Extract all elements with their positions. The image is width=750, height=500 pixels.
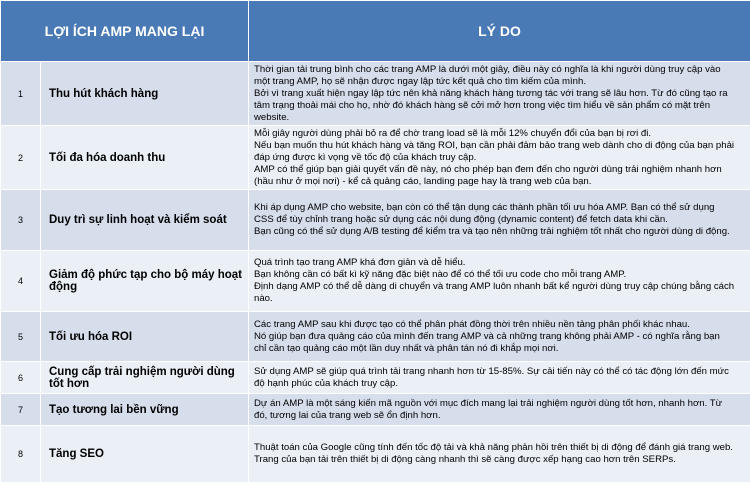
row-number: 3: [1, 190, 41, 251]
benefit-cell: Thu hút khách hàng: [41, 62, 249, 126]
row-number: 5: [1, 312, 41, 362]
benefit-cell: Cung cấp trải nghiệm người dùng tốt hơn: [41, 362, 249, 394]
row-number: 1: [1, 62, 41, 126]
table-row: [1, 362, 750, 394]
table-row: [1, 394, 750, 426]
reason-line: Mỗi giây người dùng phải bỏ ra để chờ trang load sẽ là mỗi 12% chuyển đổi của bạn bị rơi đi.: [254, 127, 652, 139]
reason-line: Định dạng AMP có thể dễ dàng di chuyển và trang AMP luôn nhanh bất kể người dùng truy cập chúng bằng cách: [254, 281, 735, 292]
reason-line: Bạn không cần có bất kì kỹ năng đặc biệt nào để có thể tối ưu code cho mỗi trang AMP.: [254, 269, 627, 280]
reason-line: Nếu bạn muốn thu hút khách hàng và tăng ROI, bạn cần phải đảm bảo trang web dành cho di động của bạn phải: [254, 139, 735, 151]
table-row: [1, 312, 750, 362]
row-number: 4: [1, 251, 41, 312]
reason-cell: [249, 62, 750, 126]
benefit-cell: Duy trì sự linh hoạt và kiểm soát: [41, 190, 249, 251]
reason-line: Nó giúp bạn đưa quảng cáo của mình đến trang AMP và cả những trang không phải AMP - có nghĩa rằng bạn: [254, 330, 720, 342]
benefit-cell: Tối ưu hóa ROI: [41, 312, 249, 362]
reason-line: chỉ cần tạo quảng cáo một lần duy nhất và phân tán nó đi khắp mọi nơi.: [254, 342, 559, 354]
reason-line: đó, tương lai của trang web sẽ ổn định hơn.: [254, 409, 441, 421]
table-row: [1, 62, 750, 126]
reason-line: độ hạnh phúc của khách truy cập.: [254, 377, 399, 389]
reason-line: Bởi vì trang xuất hiện ngay lập tức nên khả năng khách hàng tương tác với trang sẽ lâu hơn. Từ đó cũng tạo ra: [254, 87, 728, 99]
benefit-cell: Tạo tương lai bền vững: [41, 394, 249, 426]
benefit-cell: Tăng SEO: [41, 426, 249, 483]
reason-line: Thuật toán của Google cũng tính đến tốc độ tải và khả năng phản hồi trên thiết bị di động để đánh giá trang web.: [254, 442, 733, 453]
reason-line: Bạn cũng có thể sử dụng A/B testing để kiểm tra và tạo nên những trải nghiệm tốt nhất cho người dùng di động.: [254, 226, 730, 237]
reason-line: đáp ứng được kì vọng về tốc độ của khách truy cập.: [254, 151, 477, 163]
table-row: [1, 126, 750, 190]
row-number: 6: [1, 362, 41, 394]
reason-cell: [249, 362, 750, 394]
table-row: [1, 251, 750, 312]
reason-line: Dự án AMP là một sáng kiến mã nguồn với mục đích mang lại trải nghiệm người dùng tốt hơn, nhanh hơn. Từ: [254, 397, 723, 409]
benefit-cell: Giảm độ phức tạp cho bộ máy hoạt động: [41, 251, 249, 312]
reason-line: nào.: [254, 293, 273, 304]
reason-line: CSS để tùy chỉnh trang hoặc sử dụng các nội dung động (dynamic content) để fetch data khi cần.: [254, 214, 668, 225]
reason-line: Khi áp dụng AMP cho website, bạn còn có thể tận dụng các thành phần tối ưu hóa AMP. Bạn có thể sử dụng: [254, 202, 715, 213]
benefit-cell: Tối đa hóa doanh thu: [41, 126, 249, 190]
row-number: 2: [1, 126, 41, 190]
table-header-row: [1, 1, 750, 62]
reason-cell: [249, 190, 750, 251]
table-row: [1, 426, 750, 483]
reason-line: Quá trình tạo trang AMP khá đơn giản và dễ hiểu.: [254, 257, 466, 268]
reason-cell: [249, 394, 750, 426]
reason-line: Các trang AMP sau khi được tạo có thể phân phát đồng thời trên nhiều nền tảng phân phối khác nhau.: [254, 318, 690, 330]
reason-cell: [249, 251, 750, 312]
reason-line: AMP có thể giúp bạn giải quyết vấn đề này, nó cho phép bạn đem đến cho người dùng trải nghiệm nhanh hơn: [254, 163, 722, 175]
reason-column-header: LÝ DO: [249, 1, 750, 62]
reason-line: một trang AMP, họ sẽ nhận được ngay lập tức kết quả cho tìm kiếm của mình.: [254, 75, 586, 87]
row-number: 8: [1, 426, 41, 483]
row-number: 7: [1, 394, 41, 426]
reason-line: website.: [254, 111, 290, 123]
reason-line: Sử dụng AMP sẽ giúp quá trình tải trang nhanh hơn từ 15-85%. Sự cải tiến này có thể có tác động lớn đến mức: [254, 365, 729, 377]
reason-cell: [249, 312, 750, 362]
reason-line: (hầu như ở mọi nơi) - kể cả quảng cáo, landing page hay là trang web của bạn.: [254, 175, 592, 187]
reason-cell: [249, 426, 750, 483]
reason-line: Thời gian tải trung bình cho các trang AMP là dưới một giây, điều này có nghĩa là khi người dùng truy cập vào: [254, 63, 721, 75]
reason-line: tâm trạng thoải mái cho họ, nhờ đó khách hàng sẽ cởi mở hơn trong việc tìm hiểu về sản phẩm có mặt trên: [254, 99, 711, 111]
table-row: [1, 190, 750, 251]
benefit-column-header: LỢI ÍCH AMP MANG LẠI: [1, 1, 249, 62]
reason-cell: [249, 126, 750, 190]
reason-line: Trang của bạn tải trên thiết bị di động càng nhanh thì sẽ càng được xếp hạng cao hơn trên SERPs.: [254, 454, 676, 465]
